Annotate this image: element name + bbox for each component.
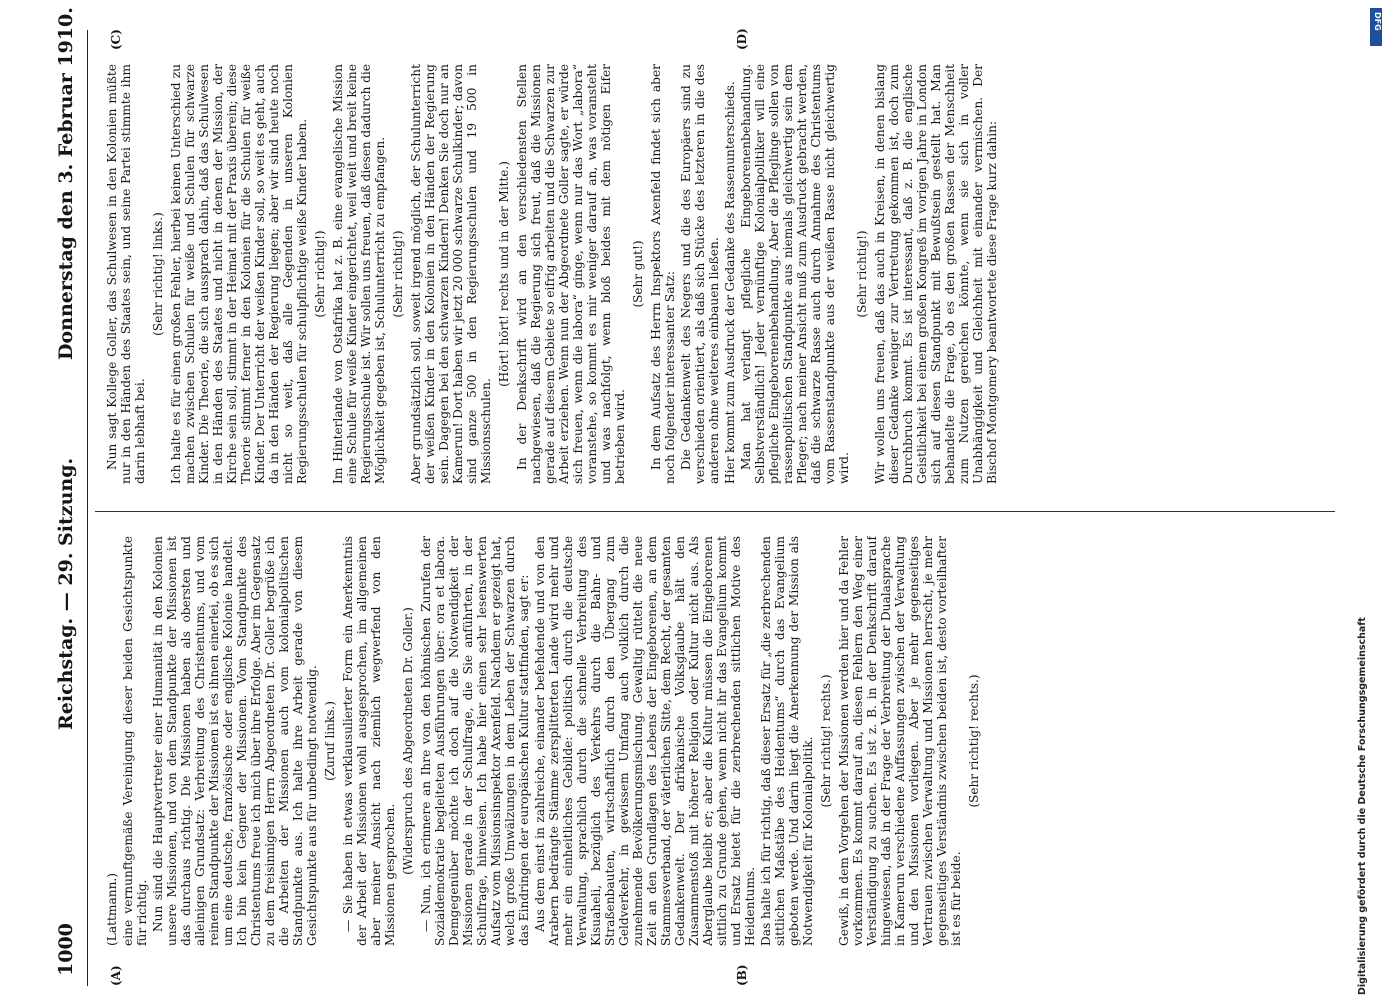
quotation: Die Gedankenwelt des Negers und die des Europäers sind zu verschieden orientiert, als daß sich Stücke des letzteren in die des anderen ohne weiteres einbauen ließen. [679,64,721,484]
interjection: (Sehr richtig! rechts.) [967,674,981,808]
paragraph: Man hat verlangt pflegliche Eingeborenenbehandlung. Selbstverständlich! Jeder vernünftige Kolonialpolitiker will eine pflegliche Eingeborenenbehandlung. Aber die Pfleglinge sollen von rassenpolitischen Standpunkte aus niemals gleichwertig sein dem Pfleger; nach meiner Ansicht muß zum Ausdruck gebracht werden, daß die schwarze Rasse auch durch Annahme des Christentums vom Rassenstandpunkte aus der weißen Rasse nicht gleichwertig wird. [739,64,851,484]
paragraph: eine vernunftgemäße Vereinigung dieser beiden Gesichtspunkte für richtig. [121,536,149,946]
document-page [49,7,1359,1000]
header-rule [87,30,88,986]
interjection: (Hört! hört! rechts und in der Mitte.) [497,161,511,387]
speaker-name: (Lattmann.) [105,872,119,946]
interjection: (Widerspruch des Abgeordneten Dr. Goller.) [401,607,415,875]
interjection: (Sehr gut!) [631,240,645,308]
paragraph: In der Denkschrift wird an den verschiedensten Stellen nachgewiesen, daß die Regierung sich freut, daß die Missionen gerade auf diesem Gebiete so eifrig arbeiten und die Schwarzen zur Arbeit erziehen. Wenn nun der Abgeordnete Goller sagte, er würde sich freuen, wenn die labora“ ginge, wenn nur das Wort „labora“ voranstehe, so kommt es mir weniger darauf an, was voransteht und was nachfolgt, wenn bloß beides mit dem nötigen Eifer betrieben wird. [515,64,627,484]
margin-mark-d: (D) [735,28,749,50]
paragraph: Hier kommt zum Ausdruck der Gedanke des Rassenunterschieds. [723,81,737,484]
paragraph: Nun sagt Kollege Goller, das Schulwesen in den Kolonien müßte nur in den Händen des Staates sein, und seine Partei stimmte ihm darin lebhaft bei. [105,64,147,484]
dfg-logo-text: DFG [1373,12,1382,31]
paragraph: — Nun, ich erinnere an Ihre von den höhnischen Zurufen der Sozialdemokratie begleiteten Ausführungen über: ora et labora. Demgegenüber möchte ich doch auf die Notwendigkeit der Missionen gerade in der Schulfrage, die Sie anführten, in der Schulfrage, hinweisen. Ich habe hier einen sehr lesenswerten Aufsatz vom Missionsinspektor Axenfeld. Nachdem er gezeigt hat, welch große Umwälzungen in dem Leben der Schwarzen durch das Eindringen der europäischen Kultur stattfinden, sagt er: [419,536,531,946]
right-column [105,64,1325,484]
session-title: Reichstag. — 29. Sitzung. [55,457,77,730]
page-number: 1000 [55,923,77,976]
paragraph: Das halte ich für richtig, daß dieser Ersatz für „die zerbrechenden sittlichen Maßstäbe des Heidentums“ durch das Evangelium geboten werde. Und darin liegt die Anerkennung der Mission als Notwendigkeit für Kolonialpolitik. [759,536,815,946]
interjection: (Sehr richtig!) [391,230,405,318]
paragraph: Im Hinterlande von Ostafrika hat z. B. eine evangelische Mission eine Schule für weiße Kinder eingerichtet, weil weit und breit keine Regierungsschule ist. Wir sollen uns freuen, daß diesen dadurch die Möglichkeit gegeben ist, Schulunterricht zu empfangen. [331,64,387,484]
margin-mark-b: (B) [735,964,749,986]
paragraph: Wir wollen uns freuen, daß das auch in Kreisen, in denen bislang dieser Gedanke weniger zur Vertretung gekommen ist, doch zum Durchbruch kommt. Es ist interessant, daß z. B. die englische Geistlichkeit bei einem großen Kongreß im vorigen Jahre in London sich auf diesen Standpunkt mit Bewußtsein gestellt hat. Man behandelte die Frage, ob es den großen Rassen der Menschheit zum Nutzen gereichen könnte, wenn sie sich in voller Unabhängigkeit und Gleichheit mit einander vermischen. Der Bischof Montgomery beantwortete diese Frage kurz dahin: [873,64,999,484]
margin-mark-a: (A) [109,965,123,986]
quotation: Aus dem einst in zahlreiche, einander befehdende und von den Arabern bedrängte Stämme zersplitterten Lande wird mehr und mehr ein einheitliches Gebilde: politisch durch die deutsche Verwaltung, sprachlich durch die schnelle Verbreitung des Kisuaheli, bezüglich des Verkehrs durch die Bahn- und Straßenbauten, wirtschaftlich durch den Übergang zum Geldverkehr, in gewissem Umfang auch volklich durch die zunehmende Bevölkerungsmischung. Gewaltig rüttelt die neue Zeit an den Grundlagen des Lebens der Eingeborenen, an dem Stammesverband, der väterlichen Sitte, dem Recht, der gesamten Gedankenwelt. Der afrikanische Volksglaube hält den Zusammenstoß mit höherer Religion oder Kultur nicht aus. Als Aberglaube bleibt er; aber die Kultur müssen die Eingeborenen sittlich zu Grunde gehen, wenn nicht ihr das Evangelium kommt und Ersatz bietet für die zerbrechenden sittlichen Motive des Heidentums. [533,536,757,946]
column-divider [95,511,1335,512]
paragraph: — Sie haben in etwas verklausulierter Form ein Anerkenntnis der Arbeit der Missionen wohl ausgesprochen, im allgemeinen aber meiner Ansicht nach ziemlich wegwerfend von den Missionen gesprochen. [341,536,397,946]
paragraph: In dem Aufsatz des Herrn Inspektors Axenfeld findet sich aber noch folgender interessanter Satz: [649,64,677,484]
margin-mark-c: (C) [109,29,123,50]
paragraph: Nun sind die Hauptvertreter einer Humanität in den Kolonien unsere Missionen, und von dem Standpunkte der Missionen ist das durchaus richtig. Die Missionen haben als obersten und alleinigen Grundsatz: Verbreitung des Christentums, und vom reinem Standpunkte der Missionen ist es ihnen einerlei, ob es sich um eine deutsche, französische oder englische Kolonie handelt. Ich bin kein Gegner der Missionen. Vom Standpunkte des Christentums freue ich mich über ihre Erfolge. Aber im Gegensatz zu dem freisinnigen Herrn Abgeordneten Dr. Goller begrüße ich die Arbeiten der Missionen auch vom kolonialpolitischen Standpunkte aus. Ich halte ihre Arbeit gerade von diesem Gesichtspunkte aus für unbedingt notwendig. [151,536,319,946]
paragraph: Gewiß, in dem Vorgehen der Missionen werden hier und da Fehler vorkommen. Es kommt darauf an, diesen Fehlern den Weg einer Verständigung zu suchen. Es ist z. B. in der Denkschrift darauf hingewiesen, daß in der Frage der Verbreitung der Dualasprache in Kamerun verschiedene Auffassungen zwischen der Verwaltung und den Missionen vorliegen. Aber je mehr gegenseitiges Vertrauen zwischen Verwaltung und Missionen herrscht, je mehr gegenseitiges Verständnis zwischen beiden ist, desto vorteilhafter ist es für beide. [837,536,963,946]
interjection: (Sehr richtig! rechts.) [819,674,833,808]
interjection: (Sehr richtig!) [855,230,869,318]
interjection: (Sehr richtig! links.) [151,212,165,336]
session-date: Donnerstag den 3. Februar 1910. [55,7,77,360]
paragraph: Ich halte es für einen großen Fehler, hierbei keinen Unterschied zu machen zwischen Schulen für weiße und Schulen für schwarze Kinder. Die Theorie, die sich aussprach dahin, daß das Schulwesen in den Händen des Staates und nicht in denen der Mission, der Kirche sein soll, stimmt in der Heimat mit der Praxis überein; diese Theorie stimmt ferner in den Kolonien für die Schulen für weiße Kinder. Der Unterricht der weißen Kinder soll, so weit es geht, auch da in den Händen der Regierung liegen; aber wir sind heute noch nicht so weit, daß alle Gegenden in unseren Kolonien Regierungsschulen für schulpflichtige weiße Kinder haben. [169,64,309,484]
paragraph: Aber grundsätzlich soll, soweit irgend möglich, der Schulunterricht der weißen Kinder in den Kolonien in den Händen der Regierung sein. Dagegen bei den schwarzen Kindern! Denken Sie doch nur an Kamerun! Dort haben wir jetzt 20 000 schwarze Schulkinder; davon sind ganze 500 in den Regierungsschulen und 19 500 in Missionsschulen. [409,64,493,484]
funding-watermark: Digitalisierung gefördert durch die Deutsche Forschungsgemeinschaft [1357,617,1368,995]
interjection: (Zuruf links.) [323,701,337,781]
dfg-logo-icon [1370,8,1382,46]
page-header [55,7,89,1000]
interjection: (Sehr richtig!) [313,230,327,318]
left-column [105,536,1325,946]
